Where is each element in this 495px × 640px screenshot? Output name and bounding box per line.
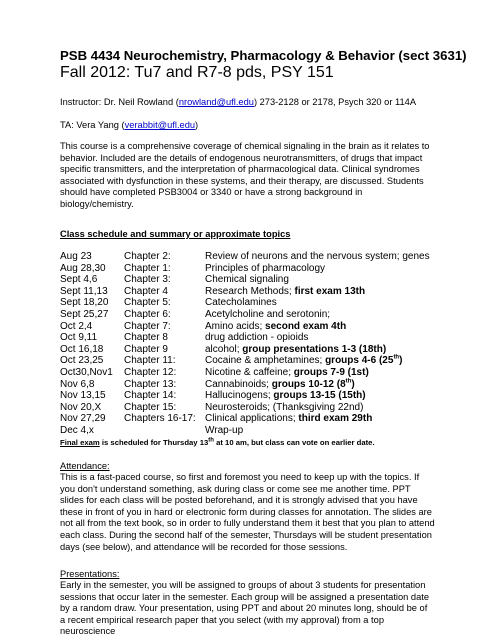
schedule-highlight: group presentations 1-3 (18th): [242, 343, 387, 355]
schedule-topic: Acetylcholine and serotonin;: [205, 308, 331, 320]
schedule-date: Nov 20,X: [60, 401, 102, 413]
schedule-heading: Class schedule and summary or approximate topics: [60, 229, 291, 239]
final-exam-sup: th: [208, 437, 214, 444]
ta-suffix: ): [195, 120, 199, 130]
schedule-chapter: Chapter 1:: [124, 262, 171, 274]
final-exam-note: [60, 438, 375, 447]
ta-prefix: TA: Vera Yang (: [60, 120, 125, 130]
schedule-topic: Catecholamines: [205, 297, 277, 309]
ta-line: [60, 120, 198, 130]
schedule-topic: Hallucinogens;: [205, 390, 274, 402]
schedule-superscript: th: [393, 355, 400, 362]
schedule-topic: Neurosteroids; (Thanksgiving 22nd): [205, 401, 364, 413]
final-exam-label: Final exam: [60, 438, 100, 447]
final-exam-mid: is scheduled for Thursday 13: [99, 438, 209, 447]
schedule-highlight: groups 7-9 (1st): [293, 366, 369, 378]
schedule-topic-cell: [205, 297, 277, 309]
schedule-date: Nov 13,15: [60, 390, 106, 402]
final-exam-rest: at 10 am, but class can vote on earlier date.: [213, 438, 375, 447]
schedule-date: Sept 4,6: [60, 274, 98, 286]
schedule-topic-cell: [205, 344, 386, 356]
schedule-topic-cell: [205, 390, 366, 402]
schedule-topic: Research Methods;: [205, 285, 295, 297]
schedule-highlight: third exam 29th: [298, 413, 373, 425]
schedule-date: Oct 23,25: [60, 355, 104, 367]
schedule-topic-cell: [205, 309, 330, 321]
schedule-date: Oct 2,4: [60, 320, 93, 332]
schedule-topic-cell: [205, 379, 355, 391]
instructor-line: [60, 97, 416, 107]
course-title: PSB 4434 Neurochemistry, Pharmacology & Behavior (sect 3631): [60, 48, 467, 63]
schedule-date: Dec 4,x: [60, 424, 94, 436]
schedule-topic-cell: [205, 251, 430, 263]
schedule-date: Oct 16,18: [60, 343, 104, 355]
attendance-text: This is a fast-paced course, so first and foremost you need to keep up with the topics. If you don't understand something, ask during class or come see me another time. PPT slides for each class will be posted beforehand, and it is strongly advised that you have these in front of you in hard or electronic form during classes for annotation. The slides are not all from the text book, so in order to fully understand them it best that you plan to attend each class. During the second half of the semester, Thursdays will be student presentation days (see below), and attendance will be recorded for those sessions.: [60, 472, 435, 552]
schedule-topic: Wrap-up: [205, 424, 244, 436]
schedule-topic-cell: [205, 413, 372, 425]
schedule-date: Sept 18,20: [60, 297, 109, 309]
schedule-topic-cell: [205, 274, 289, 286]
course-term: Fall 2012: Tu7 and R7-8 pds, PSY 151: [60, 64, 334, 81]
schedule-date: Aug 23: [60, 251, 92, 262]
schedule-topic: alcohol;: [205, 343, 243, 355]
schedule-topic-cell: [205, 286, 365, 298]
schedule-chapter: Chapter 7:: [124, 320, 171, 332]
schedule-topic: Cannabinoids;: [205, 378, 272, 390]
course-description: This course is a comprehensive coverage of chemical signaling in the brain as it relates to behavior. Included are the details of endogenous neurotransmitters, of drugs that impact specific transmitters, and the interpretation of pharmacological data. Clinical syndromes associated with dysfunction in these systems, and their therapy, are discussed. Students should have completed PSB3004 or 3340 or have a strong background in biology/chemistry.: [60, 141, 430, 209]
schedule-highlight: groups 4-6 (25: [325, 355, 394, 367]
schedule-topic: Clinical applications;: [205, 413, 299, 425]
instructor-email-link[interactable]: nrowland@ufl.edu: [178, 97, 254, 107]
schedule-highlight-tail: ): [399, 355, 403, 367]
schedule-chapter: Chapter 3:: [124, 274, 171, 286]
schedule-topic-cell: [205, 263, 325, 275]
schedule-chapter: Chapter 15:: [124, 401, 177, 413]
schedule-chapter: Chapter 14:: [124, 390, 177, 402]
schedule-date: Aug 28,30: [60, 262, 106, 274]
schedule-highlight-tail: ): [351, 378, 355, 390]
presentations-heading: Presentations:: [60, 569, 120, 579]
schedule-topic-cell: [205, 355, 402, 367]
schedule-topic-cell: [205, 321, 346, 333]
schedule-topic-cell: [205, 332, 308, 344]
schedule-chapter: Chapter 12:: [124, 366, 177, 378]
schedule-topic: Nicotine & caffeine;: [205, 366, 294, 378]
schedule-topic: Review of neurons and the nervous system; genes: [205, 251, 430, 262]
schedule-chapter: Chapter 13:: [124, 378, 177, 390]
schedule-chapter: Chapter 9: [124, 343, 168, 355]
schedule-chapter: Chapter 8: [124, 332, 168, 344]
schedule-date: Oct30,Nov1: [60, 366, 113, 378]
schedule-chapter: Chapter 5:: [124, 297, 171, 309]
attendance-heading: Attendance:: [60, 461, 110, 471]
schedule-date: Oct 9,11: [60, 332, 98, 344]
schedule-chapter: Chapter 6:: [124, 308, 171, 320]
schedule-topic-cell: [205, 402, 363, 414]
schedule-topic: Amino acids;: [205, 320, 266, 332]
instructor-prefix: Instructor: Dr. Neil Rowland (: [60, 97, 179, 107]
schedule-topic: Principles of pharmacology: [205, 262, 326, 274]
schedule-highlight: groups 10-12 (8: [271, 378, 346, 390]
schedule-superscript: th: [345, 378, 352, 385]
schedule-chapter: Chapter 4: [124, 285, 168, 297]
schedule-highlight: second exam 4th: [265, 320, 347, 332]
presentations-text: Early in the semester, you will be assigned to groups of about 3 students for presentation sessions that occur later in the semester. Each group will be assigned a presentation date by a random draw. Your presentation, using PPT and about 20 minutes long, should be of a recent empirical research paper that you select (with my approval) from a top neuroscience: [60, 580, 429, 637]
schedule-highlight: first exam 13th: [294, 285, 366, 297]
schedule-chapter: Chapter 2:: [124, 251, 171, 262]
schedule-highlight: groups 13-15 (15th): [273, 390, 366, 402]
schedule-topic-cell: [205, 425, 243, 437]
schedule-date: Nov 27,29: [60, 413, 106, 425]
schedule-date: Sept 25,27: [60, 308, 109, 320]
schedule-chapter: Chapter 11:: [124, 355, 176, 367]
schedule-topic: drug addiction - opioids: [205, 332, 309, 344]
schedule-date: Sept 11,13: [60, 285, 108, 297]
ta-email-link[interactable]: verabbit@ufl.edu: [124, 120, 196, 130]
schedule-topic: Cocaine & amphetamines;: [205, 355, 326, 367]
schedule-topic: Chemical signaling: [205, 274, 289, 286]
instructor-suffix: ) 273-2128 or 2178, Psych 320 or 114A: [253, 97, 417, 107]
schedule-chapter: Chapters 16-17:: [124, 413, 196, 425]
schedule-topic-cell: [205, 367, 369, 379]
schedule-date: Nov 6,8: [60, 378, 95, 390]
